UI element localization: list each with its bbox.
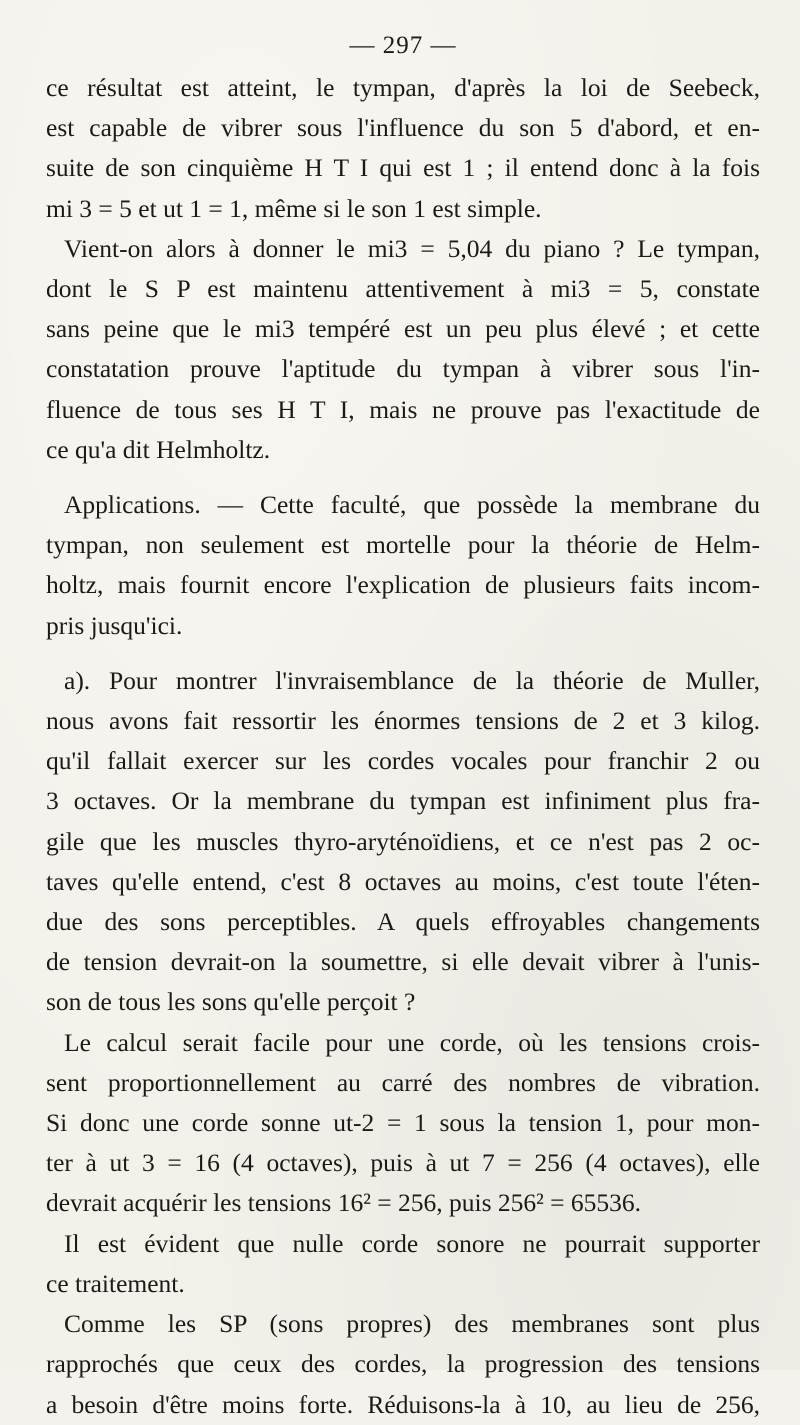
paragraph-seebeck [46, 68, 760, 229]
text-line: sans peine que le mi3 tempéré est un peu plus élevé ; et cette [46, 314, 760, 344]
page-number: — 297 — [349, 32, 457, 59]
paragraph-calcul [46, 1023, 760, 1224]
text-line: due des sons perceptibles. A quels effroyables changements [46, 907, 760, 937]
text-line: de tension devrait-on la soumettre, si elle devait vibrer à l'unis- [46, 947, 760, 977]
text-line: tympan, non seulement est mortelle pour la théorie de Helm- [46, 530, 760, 560]
text-line: fluence de tous ses H T I, mais ne prouve pas l'exactitude de [46, 394, 760, 424]
text-line: Le calcul serait facile pour une corde, où les tensions crois- [64, 1027, 760, 1057]
paragraph-piano [46, 229, 760, 470]
text-line: rapprochés que ceux des cordes, la progression des tensions [46, 1349, 760, 1379]
text-line: nous avons fait ressortir les énormes tensions de 2 et 3 kilog. [46, 706, 760, 736]
text-line: dont le S P est maintenu attentivement à mi3 = 5, constate [46, 274, 760, 304]
text-line: son de tous les sons qu'elle perçoit ? [46, 987, 416, 1017]
text-line: holtz, mais fournit encore l'explication de plusieurs faits incom- [46, 570, 760, 600]
text-line: qu'il fallait exercer sur les cordes vocales pour franchir 2 ou [46, 746, 760, 776]
text-line: Si donc une corde sonne ut-2 = 1 sous la tension 1, pour mon- [46, 1108, 760, 1138]
text-line: est capable de vibrer sous l'influence du son 5 d'abord, et en- [46, 113, 760, 143]
text-line: devrait acquérir les tensions 16² = 256, puis 256² = 65536. [46, 1188, 642, 1218]
text-line: Applications. — Cette faculté, que possède la membrane du [64, 490, 760, 520]
paragraph-membranes [46, 1304, 760, 1425]
text-line: ce qu'a dit Helmholtz. [46, 434, 271, 464]
text-line: gile que les muscles thyro-aryténoïdiens, et ce n'est pas 2 oc- [46, 826, 760, 856]
text-line: constatation prouve l'aptitude du tympan à vibrer sous l'in- [46, 354, 760, 384]
text-line: mi 3 = 5 et ut 1 = 1, même si le son 1 est simple. [46, 193, 542, 223]
text-line: Comme les SP (sons propres) des membranes sont plus [64, 1309, 760, 1339]
paragraph-evident [46, 1224, 760, 1304]
text-line: a besoin d'être moins forte. Réduisons-la à 10, au lieu de 256, [46, 1389, 760, 1419]
paragraph-applications [46, 485, 760, 646]
text-line: 3 octaves. Or la membrane du tympan est infiniment plus fra- [46, 786, 760, 816]
text-line: suite de son cinquième H T I qui est 1 ; il entend donc à la fois [46, 153, 760, 183]
text-line: ce traitement. [46, 1268, 185, 1298]
text-line: ter à ut 3 = 16 (4 octaves), puis à ut 7 = 256 (4 octaves), elle [46, 1148, 760, 1178]
text-line: a). Pour montrer l'invraisemblance de la théorie de Muller, [64, 665, 760, 695]
text-line: pris jusqu'ici. [46, 610, 183, 640]
text-line: Vient-on alors à donner le mi3 = 5,04 du piano ? Le tympan, [64, 233, 760, 263]
text-line: Il est évident que nulle corde sonore ne pourrait supporter [64, 1228, 760, 1258]
text-line: ce résultat est atteint, le tympan, d'après la loi de Seebeck, [46, 73, 760, 102]
paragraph-muller [46, 661, 760, 1023]
text-line: taves qu'elle entend, c'est 8 octaves au moins, c'est toute l'éten- [46, 866, 760, 896]
text-line: sent proportionnellement au carré des nombres de vibration. [46, 1067, 760, 1097]
